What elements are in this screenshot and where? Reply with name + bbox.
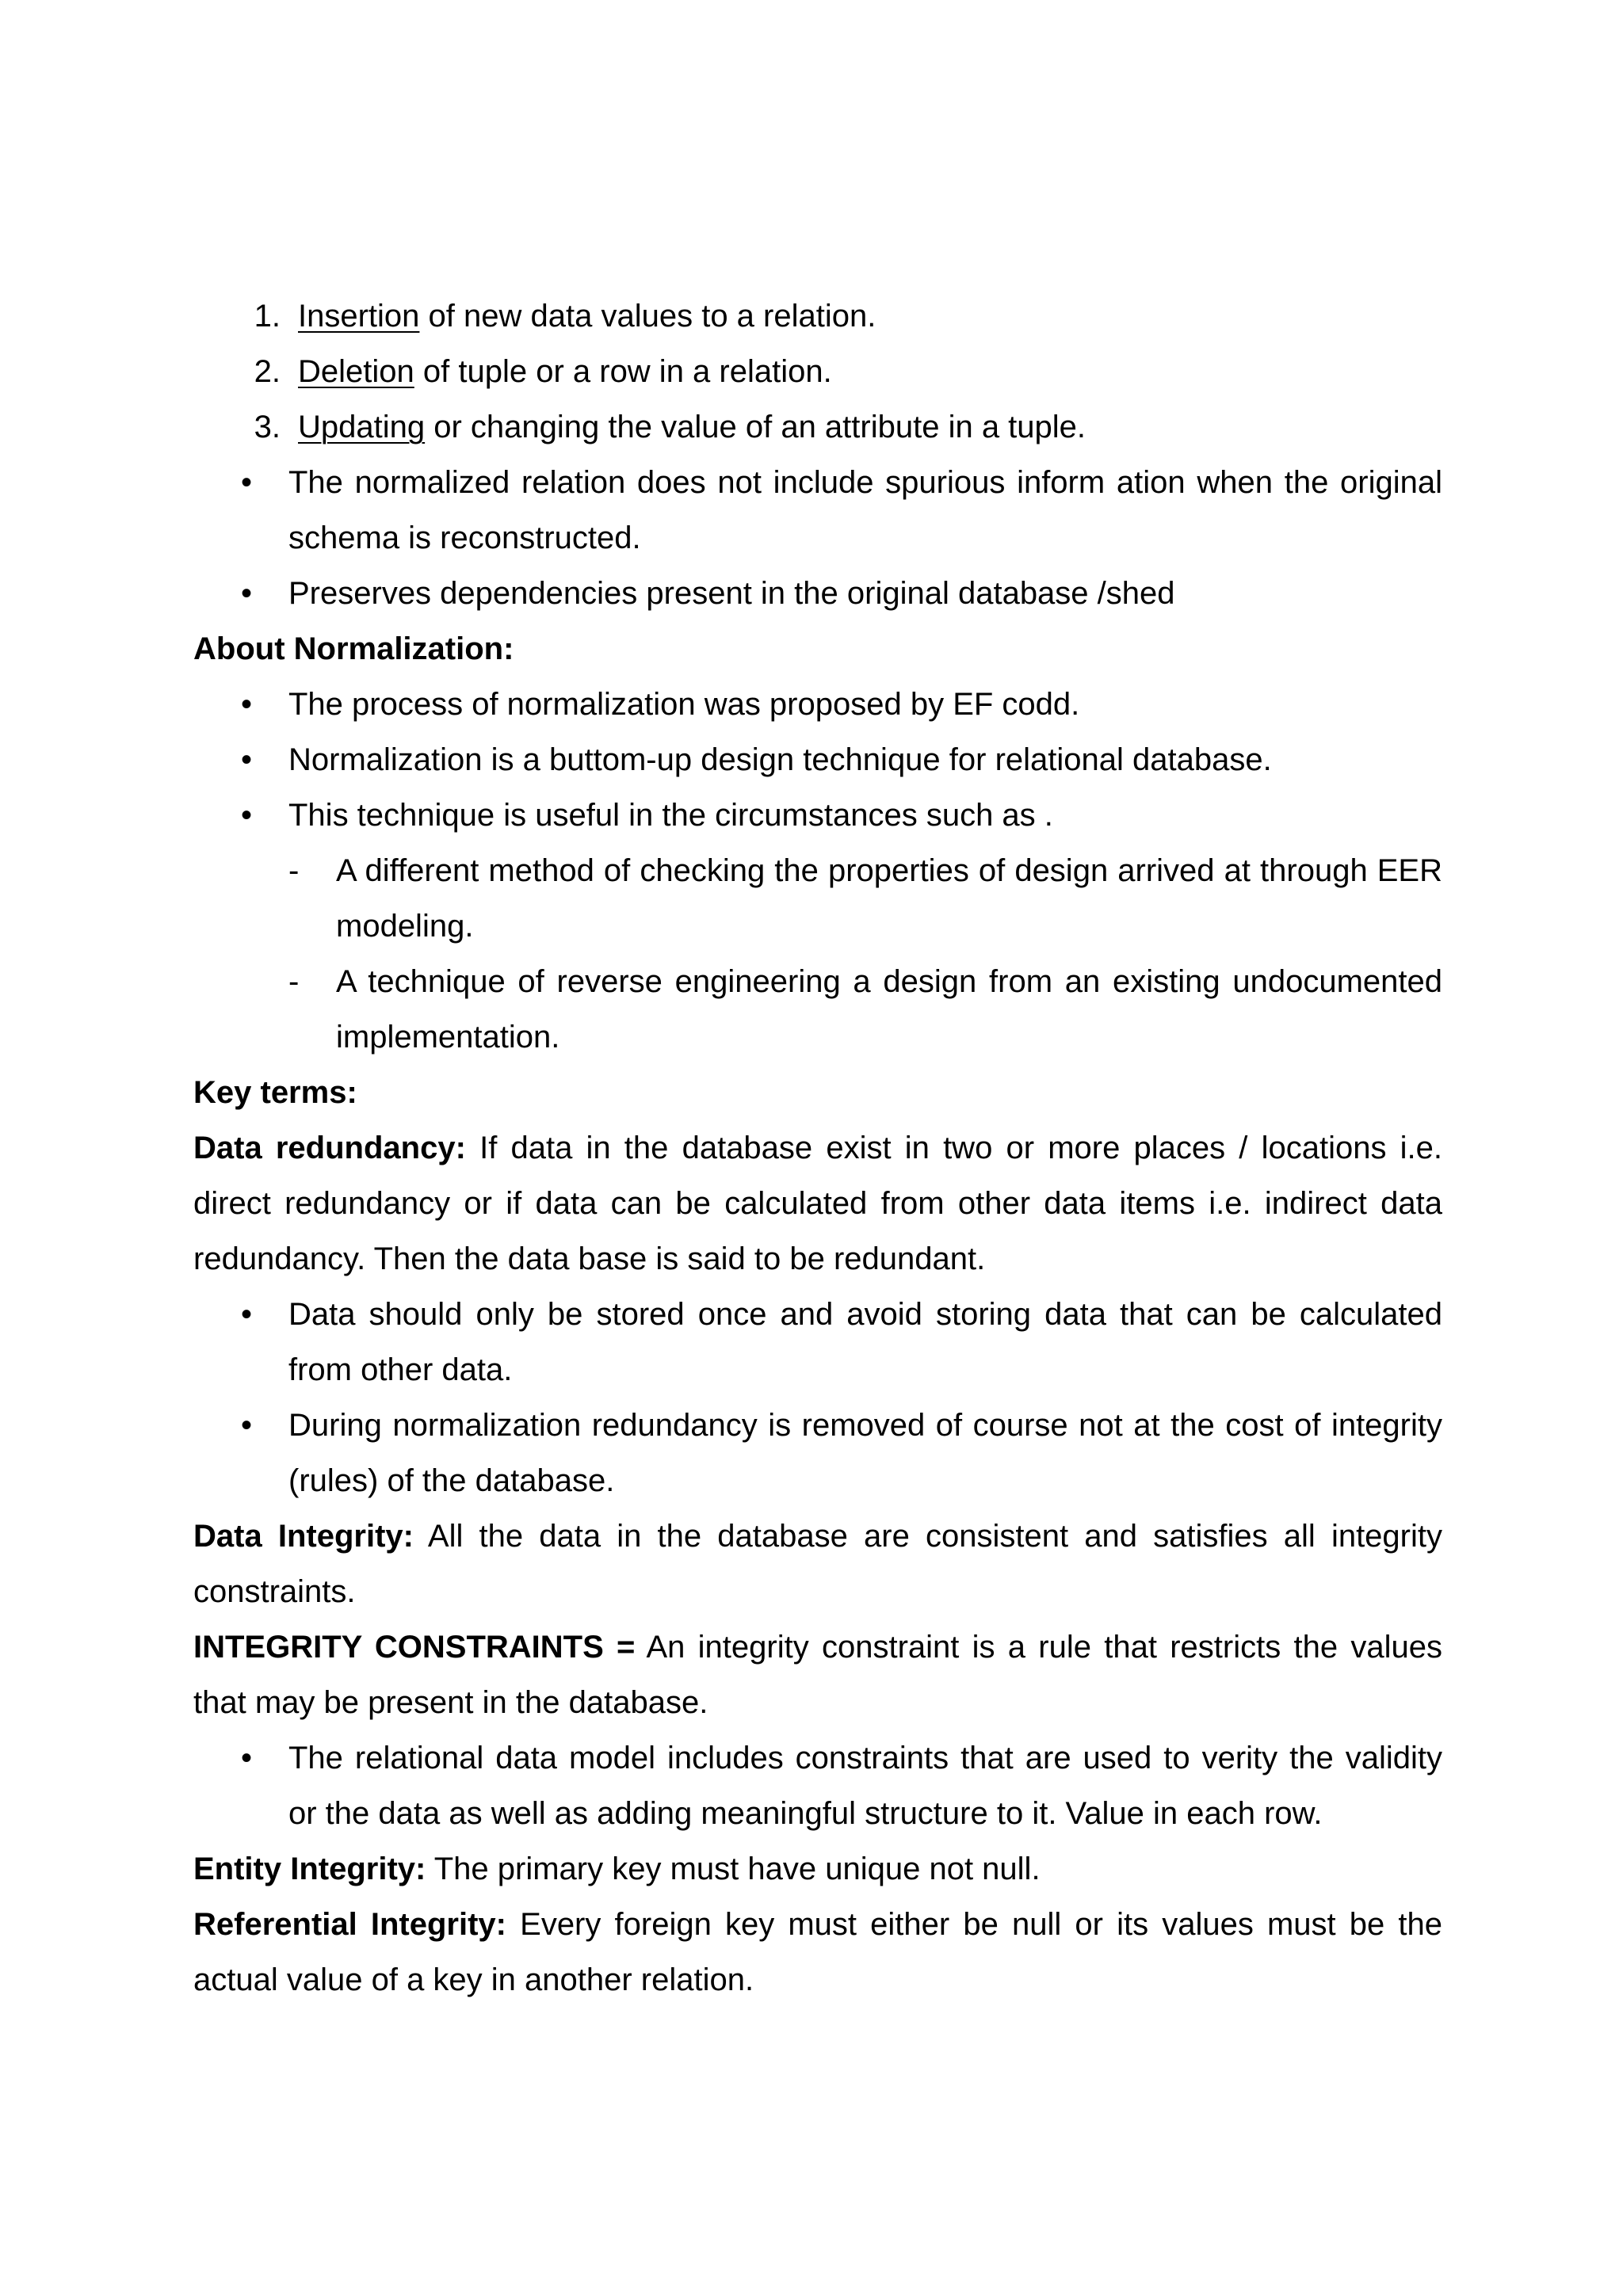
list-number: 1. [254,299,281,334]
bullet-icon: • [241,687,253,722]
bullet-item [241,566,1442,621]
term-definition: The primary key must have unique not null. [426,1852,1041,1886]
bullet-icon: • [241,1741,253,1775]
numbered-item-updating [193,399,1442,455]
list-number: 2. [254,354,281,389]
paragraph-data-integrity [193,1508,1442,1619]
paragraph-integrity-constraints [193,1619,1442,1730]
bullet-item [241,1287,1442,1398]
bullet-icon: • [241,465,253,500]
bullet-icon: • [241,742,253,777]
list-text [298,288,876,344]
dash-text: A technique of reverse engineering a design from an existing undocumented implementation. [336,964,1442,1055]
section-heading-key-terms: Key terms: [193,1075,357,1110]
bullet-text: Preserves dependencies present in the original database /shed [288,576,1175,611]
numbered-item-insertion [193,288,1442,344]
bullet-icon: • [241,1408,253,1443]
term-definition: If data in the database exist in two or more places / locations i.e. direct redundancy or if data can be calculated from other data items i.e. indirect data redundancy. Then the data base is said to be redundant. [193,1131,1442,1276]
list-text-rest: or changing the value of an attribute in a tuple. [425,410,1086,444]
term-definition: Every foreign key must either be null or its values must be the actual value of a key in another relation. [193,1907,1443,1997]
paragraph-data-redundancy [193,1120,1442,1287]
dash-item [288,843,1442,954]
term-label: Data redundancy: [193,1131,466,1165]
bullet-text: The normalized relation does not include spurious inform ation when the original schema is reconstructed. [288,465,1442,555]
bullet-text: The process of normalization was proposed by EF codd. [288,687,1080,722]
list-text [298,399,1086,455]
term-label: INTEGRITY CONSTRAINTS = [193,1630,636,1665]
bullet-text: Normalization is a buttom-up design technique for relational database. [288,742,1272,777]
term-label: Referential Integrity: [193,1907,506,1942]
underlined-term: Deletion [298,354,414,389]
bullet-text: During normalization redundancy is removed of course not at the cost of integrity (rules) of the database. [288,1408,1442,1498]
bullet-icon: • [241,576,253,611]
bullet-item [241,1398,1442,1508]
dash-icon: - [288,964,300,999]
term-label: Entity Integrity: [193,1852,426,1886]
dash-item [288,954,1442,1065]
bullet-item [241,788,1442,843]
bullet-text: Data should only be stored once and avoid storing data that can be calculated from other data. [288,1297,1442,1387]
bullet-text: This technique is useful in the circumstances such as . [288,798,1053,833]
list-text [298,344,832,399]
underlined-term: Insertion [298,299,420,334]
bullet-item [241,1730,1442,1841]
bullet-item [241,732,1442,788]
paragraph-referential-integrity [193,1897,1442,2008]
bullet-icon: • [241,798,253,833]
section-heading-about-normalization: About Normalization: [193,631,514,666]
document-page [193,288,1442,2008]
paragraph-entity-integrity [193,1841,1442,1897]
underlined-term: Updating [298,410,426,444]
bullet-item [241,677,1442,732]
term-label: Data Integrity: [193,1519,414,1554]
term-definition: All the data in the database are consistent and satisfies all integrity constraints. [193,1519,1442,1609]
list-number: 3. [254,410,281,444]
list-text-rest: of new data values to a relation. [419,299,876,334]
numbered-item-deletion [193,344,1442,399]
bullet-text: The relational data model includes constraints that are used to verity the validity or the data as well as adding meaningful structure to it. Value in each row. [288,1741,1442,1831]
dash-text: A different method of checking the properties of design arrived at through EER modeling. [336,853,1442,944]
list-text-rest: of tuple or a row in a relation. [414,354,832,389]
term-definition: An integrity constraint is a rule that restricts the values that may be present in the database. [193,1630,1442,1720]
bullet-icon: • [241,1297,253,1332]
bullet-item [241,455,1442,566]
dash-icon: - [288,853,300,888]
